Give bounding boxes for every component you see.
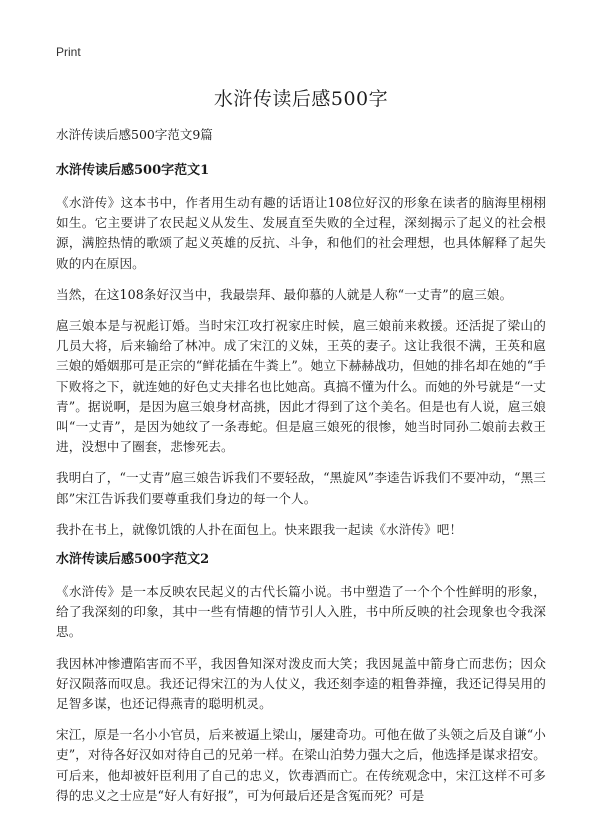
paragraph: 扈三娘本是与祝彪订婚。当时宋江攻打祝家庄时候，扈三娘前来救援。还活捉了梁山的几员大将，后来输给了林冲。成了宋江的义妹，王英的妻子。这让我很不满，王英和扈三娘的婚姻那可是正宗的“鲜花插在牛粪上”。她立下赫赫战功，但她的排名却在她的“手下败将之下，就连她的好色丈夫排名也比她高。真搞不懂为什么。而她的外号就是“一丈青”。据说啊，是因为扈三娘身材高挑，因此才得到了这个美名。但是也有人说，扈三娘叫“一丈青”，是因为她纹了一条毒蛇。但是扈三娘死的很惨，她当时同孙二娘前去救王进，没想中了圈套，悲惨死去。 (56, 318, 546, 455)
paragraph: 我明白了，“一丈青”扈三娘告诉我们不要轻敌，“黑旋风”李逵告诉我们不要冲动，“黑三郎”宋江告诉我们要尊重我们身边的每一个人。 (56, 470, 546, 506)
paragraph: 当然，在这108条好汉当中，我最崇拜、最仰慕的人就是人称“一丈青”的扈三娘。 (56, 286, 513, 302)
print-label[interactable]: Print (56, 45, 81, 59)
document-title: 水浒传读后感500字 (213, 88, 389, 110)
paragraph: 我扑在书上，就像饥饿的人扑在面包上。快来跟我一起读《水浒传》吧！ (56, 521, 463, 537)
section-heading: 水浒传读后感500字范文1 (56, 163, 210, 178)
paragraph: 宋江，原是一名小小官员，后来被逼上梁山，屡建奇功。可他在做了头领之后及自谦“小吏”，对待各好汉如对待自己的兄弟一样。在梁山泊势力强大之后，他选择是谋求招安。可后来，他却被奸臣利用了自己的忠义，饮毒酒而亡。在传统观念中，宋江这样不可多得的忠义之士应是“好人有好报”，可为何最后还是含冤而死？可是 (56, 727, 546, 803)
section-heading: 水浒传读后感500字范文2 (56, 552, 210, 568)
essay-section-2 (56, 551, 546, 806)
paragraph: 《水浒传》这本书中，作者用生动有趣的话语让108位好汉的形象在读者的脑海里栩栩如生。它主要讲了农民起义从发生、发展直至失败的全过程，深刻揭示了起义的社会根源，满腔热情的歌颂了起义英雄的反抗、斗争，和他们的社会理想，也具体解释了起失败的内在原因。 (56, 195, 546, 271)
document-subtitle: 水浒传读后感500字范文9篇 (56, 127, 213, 142)
paragraph: 我因林冲惨遭陷害而不平，我因鲁知深对泼皮而大笑；我因晁盖中箭身亡而悲伤；因众好汉陨落而叹息。我还记得宋江的为人仗义，我还刻李逵的粗鲁莽撞，我还记得吴用的足智多谋，也还记得燕青的聪明机灵。 (56, 655, 546, 712)
paragraph: 《水浒传》是一本反映农民起义的古代长篇小说。书中塑造了一个个个性鲜明的形象，给了我深刻的印象，其中一些有情趣的情节引人入胜，书中所反映的社会现象也令我深思。 (56, 584, 546, 640)
essay-section-1 (56, 162, 546, 540)
